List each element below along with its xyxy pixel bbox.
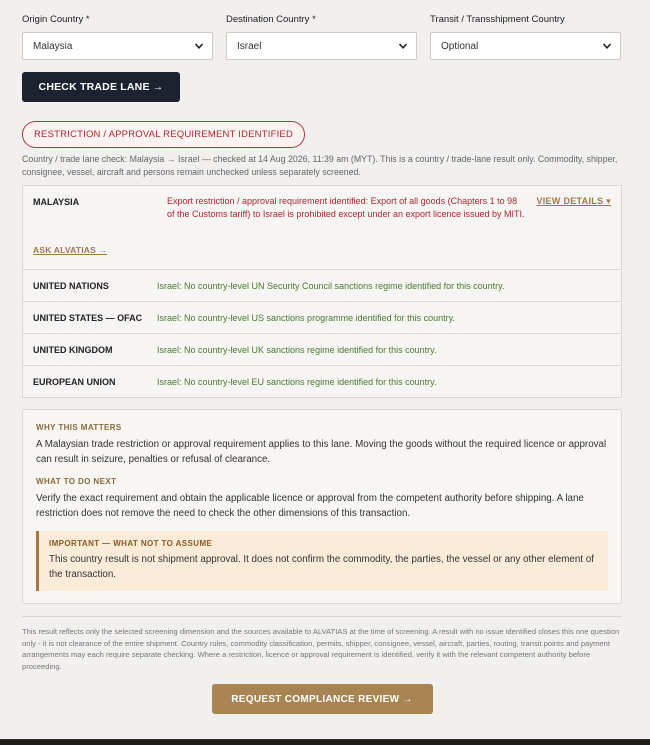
check-trade-lane-button[interactable]: CHECK TRADE LANE → xyxy=(22,72,180,102)
results-table xyxy=(22,185,622,398)
jurisdiction-label: EUROPEAN UNION xyxy=(33,376,116,387)
origin-country-group xyxy=(22,12,213,60)
result-row-eu xyxy=(23,365,621,397)
next-heading: WHAT TO DO NEXT xyxy=(36,477,117,486)
why-heading: WHY THIS MATTERS xyxy=(36,423,122,432)
warning-heading: IMPORTANT — WHAT NOT TO ASSUME xyxy=(49,539,213,548)
footer-bar xyxy=(0,739,650,745)
warning-text: This country result is not shipment approval. It does not confirm the commodity, the parties, the vessel or any other element of the transaction. xyxy=(49,554,594,580)
why-text: A Malaysian trade restriction or approval requirement applies to this lane. Moving the goods without the required licence or approval can result in seizure, penalties or refusal of clearance. xyxy=(36,439,607,465)
ask-alvatias-link[interactable]: ASK ALVATIAS → xyxy=(33,245,108,255)
guidance-panel xyxy=(22,409,622,604)
jurisdiction-label: UNITED STATES — OFAC xyxy=(33,312,143,323)
destination-country-label: Destination Country * xyxy=(226,14,316,25)
result-row-un xyxy=(23,269,621,301)
destination-country-select[interactable] xyxy=(226,32,417,60)
warning-callout xyxy=(36,531,608,591)
result-row-ofac xyxy=(23,301,621,333)
transit-country-select[interactable] xyxy=(430,32,621,60)
transit-country-value: Optional xyxy=(441,40,479,52)
origin-country-label: Origin Country * xyxy=(22,14,90,25)
next-text: Verify the exact requirement and obtain the applicable licence or approval from the competent authority before shipping. A lane restriction does not remove the need to check the other dimensions of this transaction. xyxy=(36,493,584,519)
result-text: Israel: No country-level UK sanctions regime identified for this country. xyxy=(157,344,437,355)
result-text: Export restriction / approval requirement identified: Export of all goods (Chapters 1 to 98 of the Customs tariff) to Israel is prohibited except under an export licence issued by MITI. xyxy=(167,196,525,219)
chevron-down-icon xyxy=(398,41,408,51)
destination-country-value: Israel xyxy=(237,40,262,52)
destination-country-group xyxy=(226,12,417,60)
check-meta-text: Country / trade lane check: Malaysia → Israel — checked at 14 Aug 2026, 11:39 am (MYT). This is a country / trade-lane result only. Commodity, shipper, consignee, vessel, aircraft and persons remain unchecked unless separately screened. xyxy=(22,154,618,177)
view-details-link[interactable]: VIEW DETAILS ▾ xyxy=(536,196,611,206)
trade-lane-screening-page xyxy=(22,12,622,714)
country-selectors xyxy=(22,12,622,60)
result-text: Israel: No country-level UN Security Council sanctions regime identified for this country. xyxy=(157,280,505,291)
result-text: Israel: No country-level EU sanctions regime identified for this country. xyxy=(157,376,437,387)
chevron-down-icon xyxy=(194,41,204,51)
transit-country-group xyxy=(430,12,621,60)
result-row-malaysia xyxy=(23,186,621,269)
transit-country-label: Transit / Transshipment Country xyxy=(430,14,565,25)
request-compliance-review-button[interactable]: REQUEST COMPLIANCE REVIEW → xyxy=(212,684,433,714)
status-badge: RESTRICTION / APPROVAL REQUIREMENT IDENTIFIED xyxy=(22,121,305,148)
jurisdiction-label: UNITED NATIONS xyxy=(33,280,109,291)
origin-country-value: Malaysia xyxy=(33,40,73,52)
origin-country-select[interactable] xyxy=(22,32,213,60)
jurisdiction-label: UNITED KINGDOM xyxy=(33,344,113,355)
disclaimer-text: This result reflects only the selected screening dimension and the sources available to ALVATIAS at the time of screening. A result with no issue identified closes this one question only - it is not clearance of the entire shipment. Country rules, commodity classification, permits, shipper, consignee, vessel, aircraft, parties, routing, transit points and payment arrangements may each require separate checking. Where a restriction, licence or approval requirement is identified, verify it with the relevant competent authority before proceeding. xyxy=(22,616,622,672)
result-row-uk xyxy=(23,333,621,365)
result-text: Israel: No country-level US sanctions programme identified for this country. xyxy=(157,312,455,323)
chevron-down-icon xyxy=(602,41,612,51)
jurisdiction-label: MALAYSIA xyxy=(33,197,80,207)
